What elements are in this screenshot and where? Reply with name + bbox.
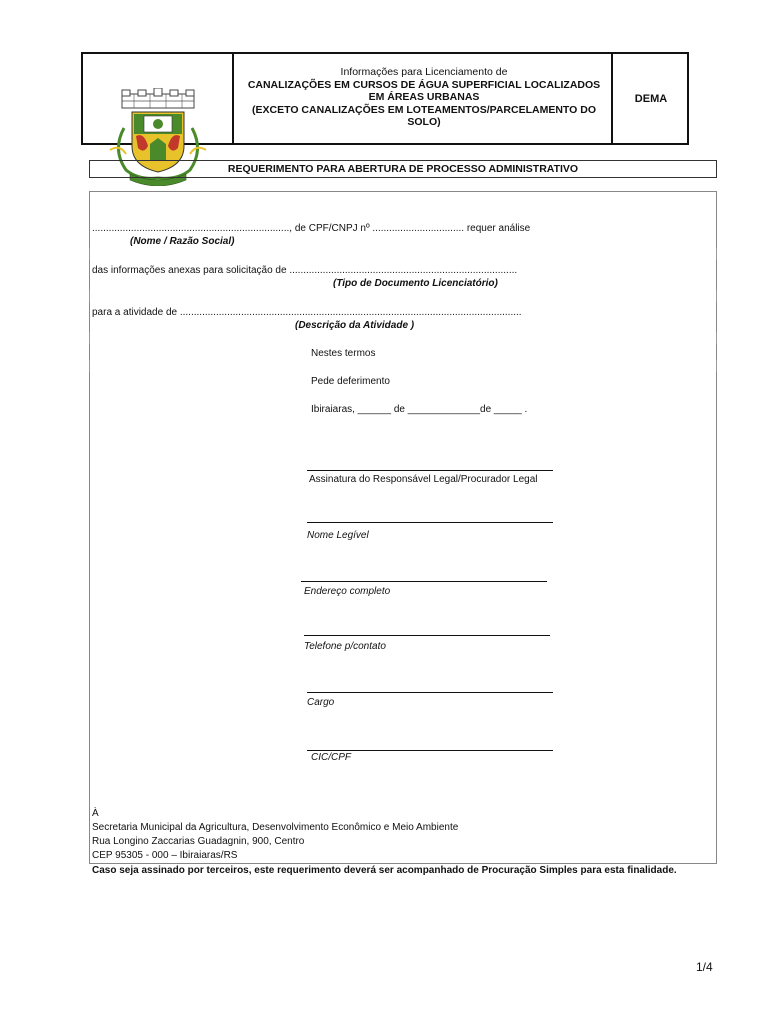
request-text: Pede deferimento: [311, 376, 390, 387]
address-street: Rua Longino Zaccarias Guadagnin, 900, Centro: [92, 836, 305, 847]
department-code: DEMA: [634, 93, 668, 105]
header-divider-left: [232, 52, 234, 145]
header-title-block: [235, 66, 613, 129]
activity-line[interactable]: para a atividade de ...........................................................................................................................: [92, 307, 522, 318]
address-to: À: [92, 808, 99, 819]
activity-label: (Descrição da Atividade ): [295, 320, 415, 331]
legible-name-label: Nome Legível: [307, 530, 369, 541]
document-type-label: (Tipo de Documento Licenciatório): [333, 278, 498, 289]
margin-tick: [716, 248, 717, 260]
address-line[interactable]: [301, 581, 547, 582]
header-line-3: EM ÁREAS URBANAS: [368, 91, 480, 103]
margin-tick: [716, 290, 717, 302]
phone-line[interactable]: [304, 635, 550, 636]
role-label: Cargo: [307, 697, 335, 708]
cpf-label: CIC/CPF: [311, 752, 351, 763]
cpf-line[interactable]: [307, 750, 553, 751]
name-label: (Nome / Razão Social): [130, 236, 235, 247]
signature-line[interactable]: [307, 470, 553, 471]
role-line[interactable]: [307, 692, 553, 693]
date-line[interactable]: Ibiraiaras, ______ de _____________de _____ .: [311, 404, 528, 415]
address-label: Endereço completo: [304, 586, 391, 597]
terms-text: Nestes termos: [311, 348, 376, 359]
header-line-4: (EXCETO CANALIZAÇÕES EM LOTEAMENTOS/PARCELAMENTO DO: [252, 103, 596, 116]
header-line-1: Informações para Licenciamento de: [340, 66, 508, 78]
margin-tick: [89, 360, 90, 372]
address-cep: CEP 95305 - 000 – Ibiraiaras/RS: [92, 850, 238, 861]
document-title: REQUERIMENTO PARA ABERTURA DE PROCESSO ADMINISTRATIVO: [89, 160, 717, 178]
phone-label: Telefone p/contato: [304, 641, 386, 652]
header-line-5: SOLO): [407, 116, 441, 128]
legible-name-line[interactable]: [307, 522, 553, 523]
address-org: Secretaria Municipal da Agricultura, Desenvolvimento Econômico e Meio Ambiente: [92, 822, 459, 833]
page-number: 1/4: [696, 960, 713, 974]
document-type-line[interactable]: das informações anexas para solicitação de ..................................................................................: [92, 265, 518, 276]
margin-tick: [89, 290, 90, 302]
margin-tick: [89, 248, 90, 260]
header-line-2: CANALIZAÇÕES EM CURSOS DE ÁGUA SUPERFICIAL LOCALIZADOS: [247, 78, 601, 91]
form-body-frame: [89, 191, 717, 864]
name-cpf-line[interactable]: ......................................................................., de CPF/CNPJ nº ................................. requer análise: [92, 223, 531, 234]
signature-label: Assinatura do Responsável Legal/Procurador Legal: [309, 474, 538, 485]
margin-tick: [716, 332, 717, 344]
margin-tick: [716, 360, 717, 372]
third-party-note: Caso seja assinado por terceiros, este requerimento deverá ser acompanhado de Procuração Simples para esta finalidade.: [92, 865, 677, 876]
margin-tick: [89, 332, 90, 344]
